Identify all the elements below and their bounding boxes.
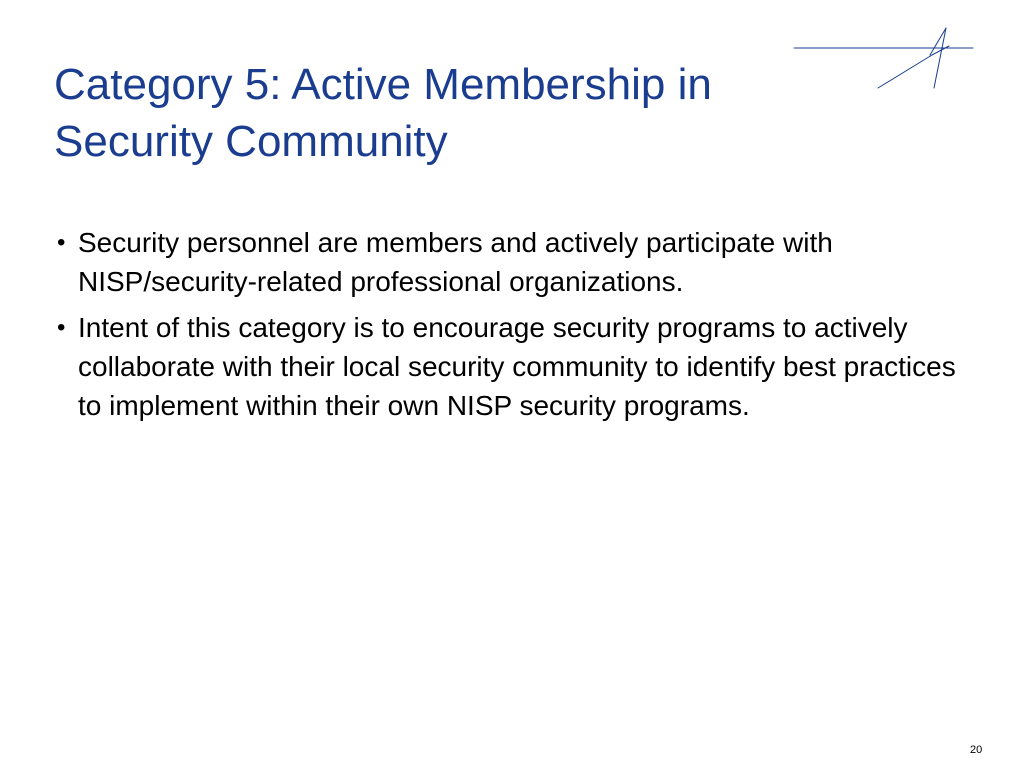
bullet-item	[57, 223, 977, 301]
bullet-text: Security personnel are members and actively participate with NISP/security-related professional organizations.	[78, 227, 833, 297]
bullet-marker: •	[57, 314, 66, 341]
slide-title: Category 5: Active Membership in Security Community	[54, 60, 712, 166]
bullet-item	[57, 308, 977, 425]
bullet-marker: •	[57, 229, 66, 256]
bullet-text: Intent of this category is to encourage security programs to actively collaborate with their local security community to identify best practices to implement within their own NISP security programs.	[78, 312, 956, 421]
bullet-list	[57, 223, 977, 432]
page-number: 20	[970, 744, 983, 756]
